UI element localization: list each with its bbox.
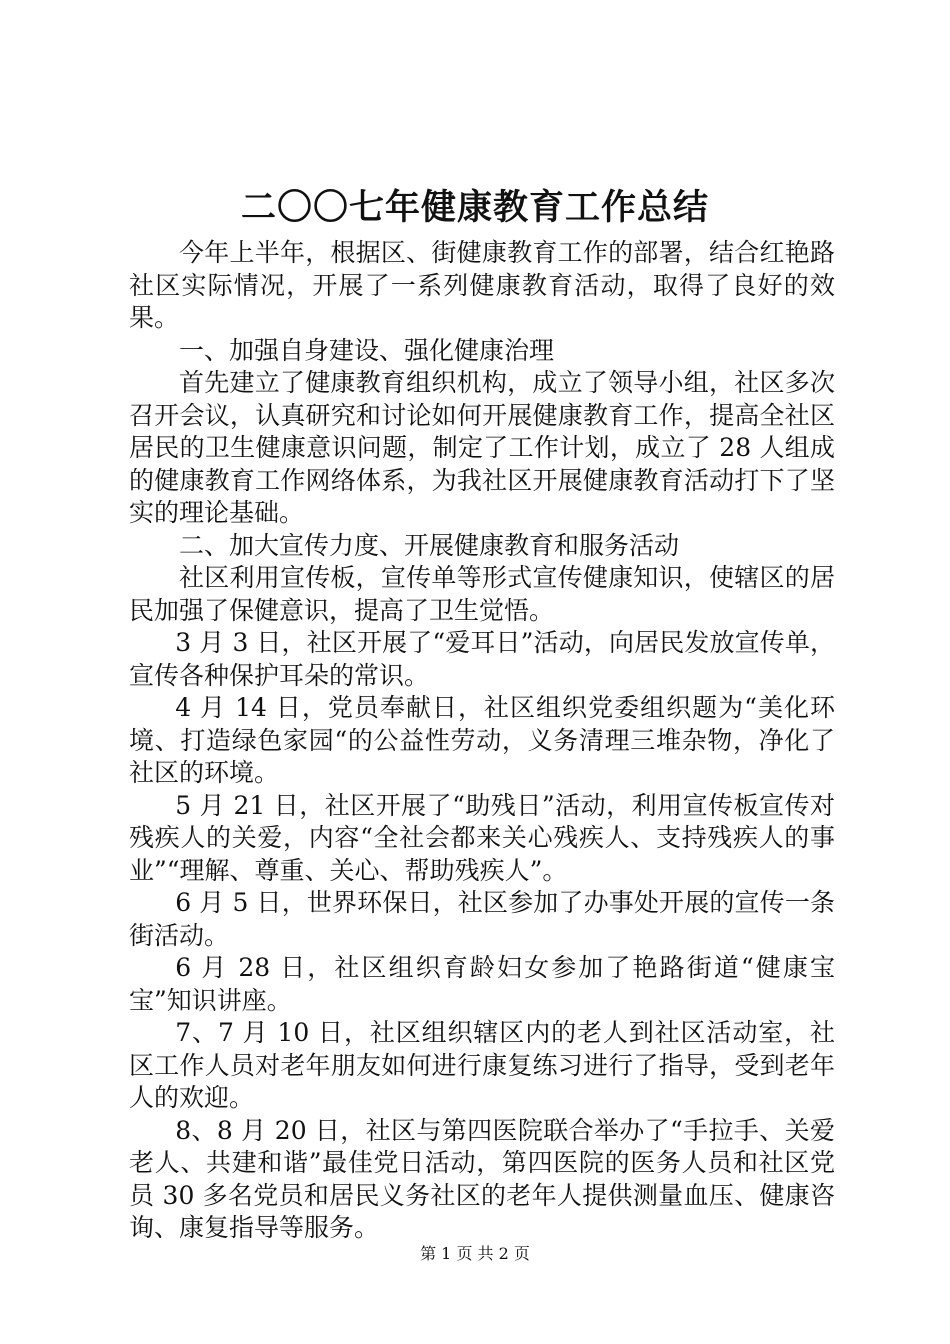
paragraph-jun-5: 6 月 5 日，世界环保日，社区参加了办事处开展的宣传一条街活动。 (129, 888, 835, 950)
paragraph-organization: 首先建立了健康教育组织机构，成立了领导小组，社区多次召开会议，认真研究和讨论如何开展健康教育工作，提高全社区居民的卫生健康意识问题，制定了工作计划，成立了 28 人组成的健康教育工作网络体系，为我社区开展健康教育活动打下了坚实的理论基础。 (129, 368, 835, 527)
paragraph-intro: 今年上半年，根据区、街健康教育工作的部署，结合红艳路社区实际情况，开展了一系列健康教育活动，取得了良好的效果。 (129, 238, 835, 332)
document-body (129, 237, 835, 1245)
section-heading-2: 二、加大宣传力度、开展健康教育和服务活动 (179, 530, 680, 560)
paragraph-jul-10: 7、7 月 10 日，社区组织辖区内的老人到社区活动室，社区工作人员对老年朋友如何进行康复练习进行了指导，受到老年人的欢迎。 (129, 1018, 835, 1112)
document-title: 二〇〇七年健康教育工作总结 (240, 187, 709, 228)
paragraph-aug-20: 8、8 月 20 日，社区与第四医院联合举办了“手拉手、关爱老人、共建和谐”最佳党日活动，第四医院的医务人员和社区党员 30 多名党员和居民义务社区的老年人提供测量血压、健康咨询、康复指导等服务。 (129, 1115, 835, 1242)
paragraph-jun-28: 6 月 28 日，社区组织育龄妇女参加了艳路街道“健康宝宝”知识讲座。 (129, 953, 835, 1015)
paragraph-may-21: 5 月 21 日，社区开展了“助残日”活动，利用宣传板宣传对残疾人的关爱，内容“全社会都来关心残疾人、支持残疾人的事业”“理解、尊重、关心、帮助残疾人”。 (129, 790, 835, 885)
section-heading-1: 一、加强自身建设、强化健康治理 (179, 335, 555, 365)
page-footer: 第 1 页 共 2 页 (420, 1244, 530, 1263)
paragraph-apr-14: 4 月 14 日，党员奉献日，社区组织党委组织题为“美化环境、打造绿色家园“的公益性劳动，义务清理三堆杂物，净化了社区的环境。 (129, 693, 835, 787)
paragraph-publicity: 社区利用宣传板，宣传单等形式宣传健康知识，使辖区的居民加强了保健意识，提高了卫生觉悟。 (129, 563, 835, 625)
paragraph-mar-3: 3 月 3 日，社区开展了“爱耳日”活动，向居民发放宣传单，宣传各种保护耳朵的常识。 (129, 628, 835, 690)
